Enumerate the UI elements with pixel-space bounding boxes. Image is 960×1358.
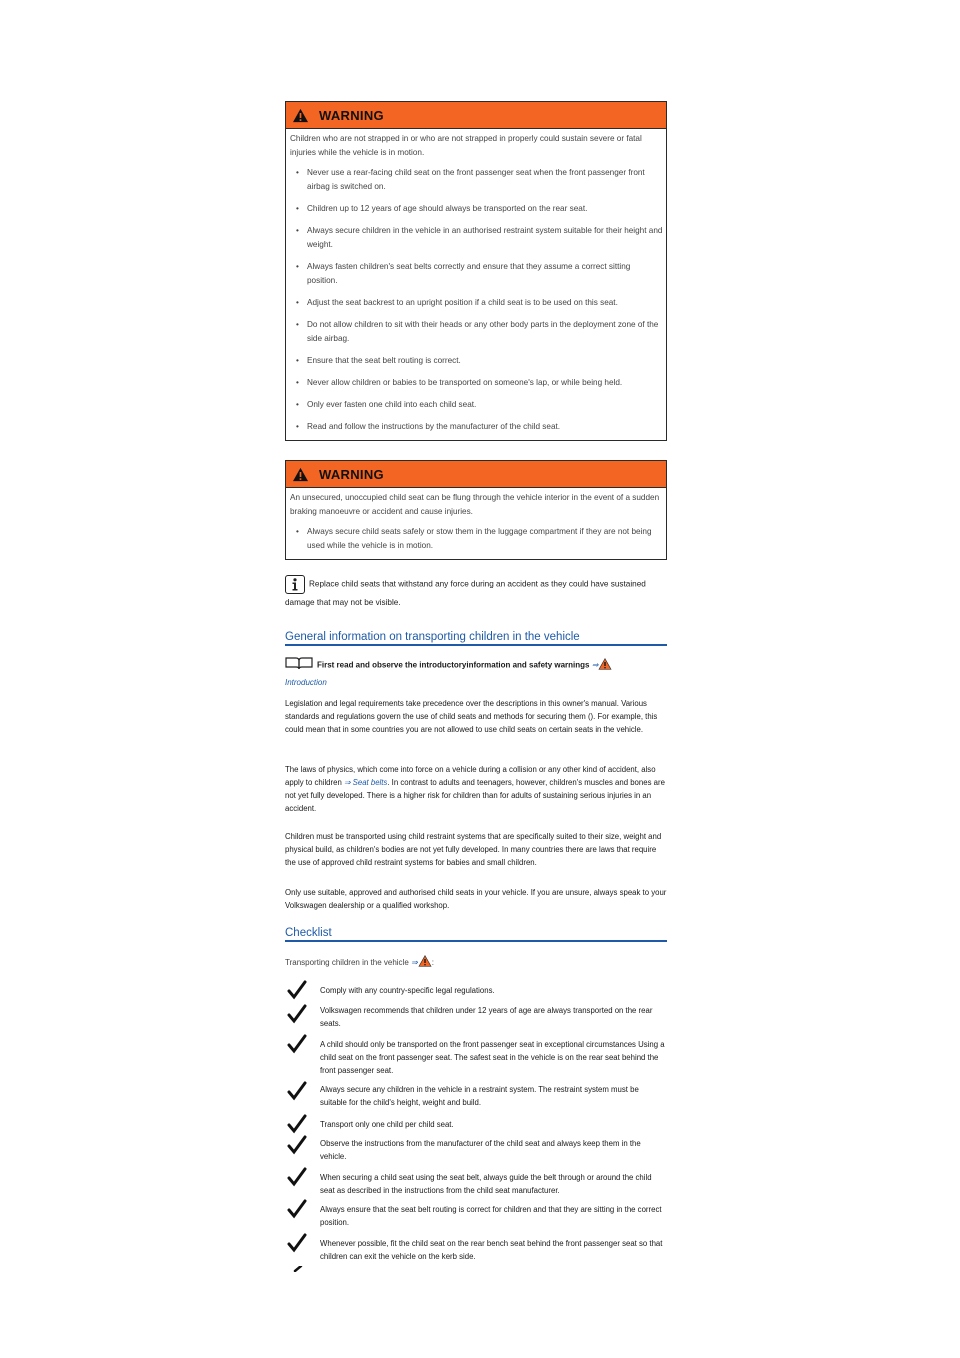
checklist-item-text: Transport only one child per child seat. (320, 1120, 454, 1129)
warning-title: WARNING (319, 466, 384, 482)
warning-item: • Always secure child seats safely or stow them in the luggage compartment if they are not being used while the vehicle is in motion. (290, 525, 663, 553)
book-icon (285, 656, 313, 675)
warning-item: • Ensure that the seat belt routing is correct. (290, 354, 663, 368)
warning-item: • Do not allow children to sit with their heads or any other body parts in the deployment zone of the side airbag. (290, 318, 663, 346)
checkmark-icon (287, 980, 307, 1000)
checklist-item-text: When securing a child seat using the seat belt, always guide the belt through or around the child seat as described in the instructions from the child seat manufacturer. (320, 1173, 652, 1195)
checklist-item (285, 1118, 667, 1131)
checklist-intro-text: Transporting children in the vehicle (285, 958, 409, 967)
warning-body (286, 488, 666, 559)
checkmark-icon (287, 1199, 307, 1219)
checkmark-icon (292, 1266, 304, 1272)
note-text: Replace child seats that withstand any force during an accident as they could have sustained damage that may not be visible. (285, 579, 646, 607)
paragraph: Children must be transported using child restraint systems that are specifically suited to their size, weight and physical build, as children's bodies are not yet fully developed. In many countries there are laws that require the use of approved child restraint systems for babies and small children. (285, 832, 662, 867)
warning-item: • Children up to 12 years of age should always be transported on the rear seat. (290, 202, 663, 216)
section-heading-general: General information on transporting children in the vehicle (285, 630, 667, 646)
warning-body (286, 129, 666, 440)
warning-list (290, 525, 663, 553)
checkmark-icon (287, 1034, 307, 1054)
warning-intro: An unsecured, unoccupied child seat can be flung through the vehicle interior in the event of a sudden braking manoeuvre or accident and cause injuries. (290, 493, 660, 516)
paragraph (285, 763, 667, 815)
warning-item: • Adjust the seat backrest to an upright position if a child seat is to be used on this seat. (290, 296, 663, 310)
checklist-item-text: Observe the instructions from the manufacturer of the child seat and always keep them in the vehicle. (320, 1139, 641, 1161)
checklist-item (285, 1038, 667, 1077)
checkmark-icon (287, 1004, 307, 1024)
warning-item: • Only ever fasten one child into each child seat. (290, 398, 663, 412)
checklist-item-text: Volkswagen recommends that children under 12 years of age are always transported on the rear seats. (320, 1006, 653, 1028)
warning-item: • Never use a rear-facing child seat on the front passenger seat when the front passenger front airbag is switched on. (290, 166, 663, 194)
warning-triangle-icon[interactable] (418, 955, 432, 969)
intro-arrow[interactable]: ⇒ (591, 660, 599, 670)
warning-triangle-icon[interactable] (598, 658, 612, 675)
checklist-intro-end: : (431, 958, 434, 967)
seat-belts-link[interactable]: ⇒ Seat belts (343, 778, 388, 787)
checkmark-icon (287, 1233, 307, 1253)
warning-item: • Always fasten children's seat belts correctly and ensure that they assume a correct sitting position. (290, 260, 663, 288)
warning-header (286, 102, 666, 129)
section-heading-checklist: Checklist (285, 926, 667, 942)
checklist-item-text: Whenever possible, fit the child seat on the rear bench seat behind the front passenger seat so that children can exit the vehicle on the kerb side. (320, 1239, 663, 1261)
warning-header (286, 461, 666, 488)
paragraph-text: . In contrast to adults and teenagers, however, children's muscles and bones are not yet fully developed. There is a higher risk for children than for adults of sustaining serious injuries in an accident. (285, 778, 665, 813)
checklist-item-text: Comply with any country-specific legal regulations. (320, 986, 495, 995)
warning-intro: Children who are not strapped in or who are not strapped in properly could sustain severe or fatal injuries while the vehicle is in motion. (290, 134, 642, 157)
checkmark-icon (287, 1114, 307, 1134)
intro-line (285, 656, 667, 690)
checklist-item-text: A child should only be transported on the front passenger seat in exceptional circumstances Using a child seat on the front passenger seat. The safest seat in the vehicle is on the rear seat behind the front passenger seat. (320, 1040, 665, 1075)
info-icon (285, 575, 305, 594)
checklist-item-text: Always ensure that the seat belt routing is correct for children and that they are sitting in the correct position. (320, 1205, 662, 1227)
checklist-item (285, 1083, 667, 1109)
introduction-link[interactable]: Introduction (285, 678, 327, 687)
warning-item: • Read and follow the instructions by the manufacturer of the child seat. (290, 420, 663, 434)
warning-item: • Always secure children in the vehicle in an authorised restraint system suitable for their height and weight. (290, 224, 663, 252)
paragraph: Legislation and legal requirements take precedence over the descriptions in this owner's manual. Various standards and regulations govern the use of child seats and methods for securing them (). For example, this could mean that in some countries you are not allowed to use child seats on certain seats in the vehicle. (285, 699, 658, 734)
intro-text: First read and observe the introductoryinformation and safety warnings (317, 660, 590, 670)
warning-item: • Never allow children or babies to be transported on someone's lap, or while being held. (290, 376, 663, 390)
checklist-item (285, 1237, 667, 1263)
paragraph: Only use suitable, approved and authorised child seats in your vehicle. If you are unsure, always speak to your Volkswagen dealership or a qualified workshop. (285, 888, 667, 910)
checkmark-icon (287, 1167, 307, 1187)
checkmark-icon (287, 1135, 307, 1155)
checklist-item (285, 1137, 667, 1163)
warning-title: WARNING (319, 107, 384, 123)
checklist-item-text: Always secure any children in the vehicle in a restraint system. The restraint system must be suitable for the child's height, weight and build. (320, 1085, 639, 1107)
warning-list (290, 166, 663, 434)
checklist-arrow[interactable]: ⇒ (411, 958, 418, 967)
warning-triangle-icon (292, 467, 309, 482)
checklist-intro (285, 955, 434, 969)
warning-triangle-icon (292, 108, 309, 123)
info-note (285, 575, 665, 611)
warning-box-2 (285, 460, 667, 560)
checklist-item (285, 984, 667, 997)
paragraph-text: The laws of physics, which come into force on a vehicle during a collision or any other kind of accident, also apply to children (285, 765, 656, 787)
checklist-item (285, 1171, 667, 1197)
checklist-item (285, 1004, 667, 1030)
checklist-item (285, 1203, 667, 1229)
checkmark-icon (287, 1081, 307, 1101)
warning-box-1 (285, 101, 667, 441)
